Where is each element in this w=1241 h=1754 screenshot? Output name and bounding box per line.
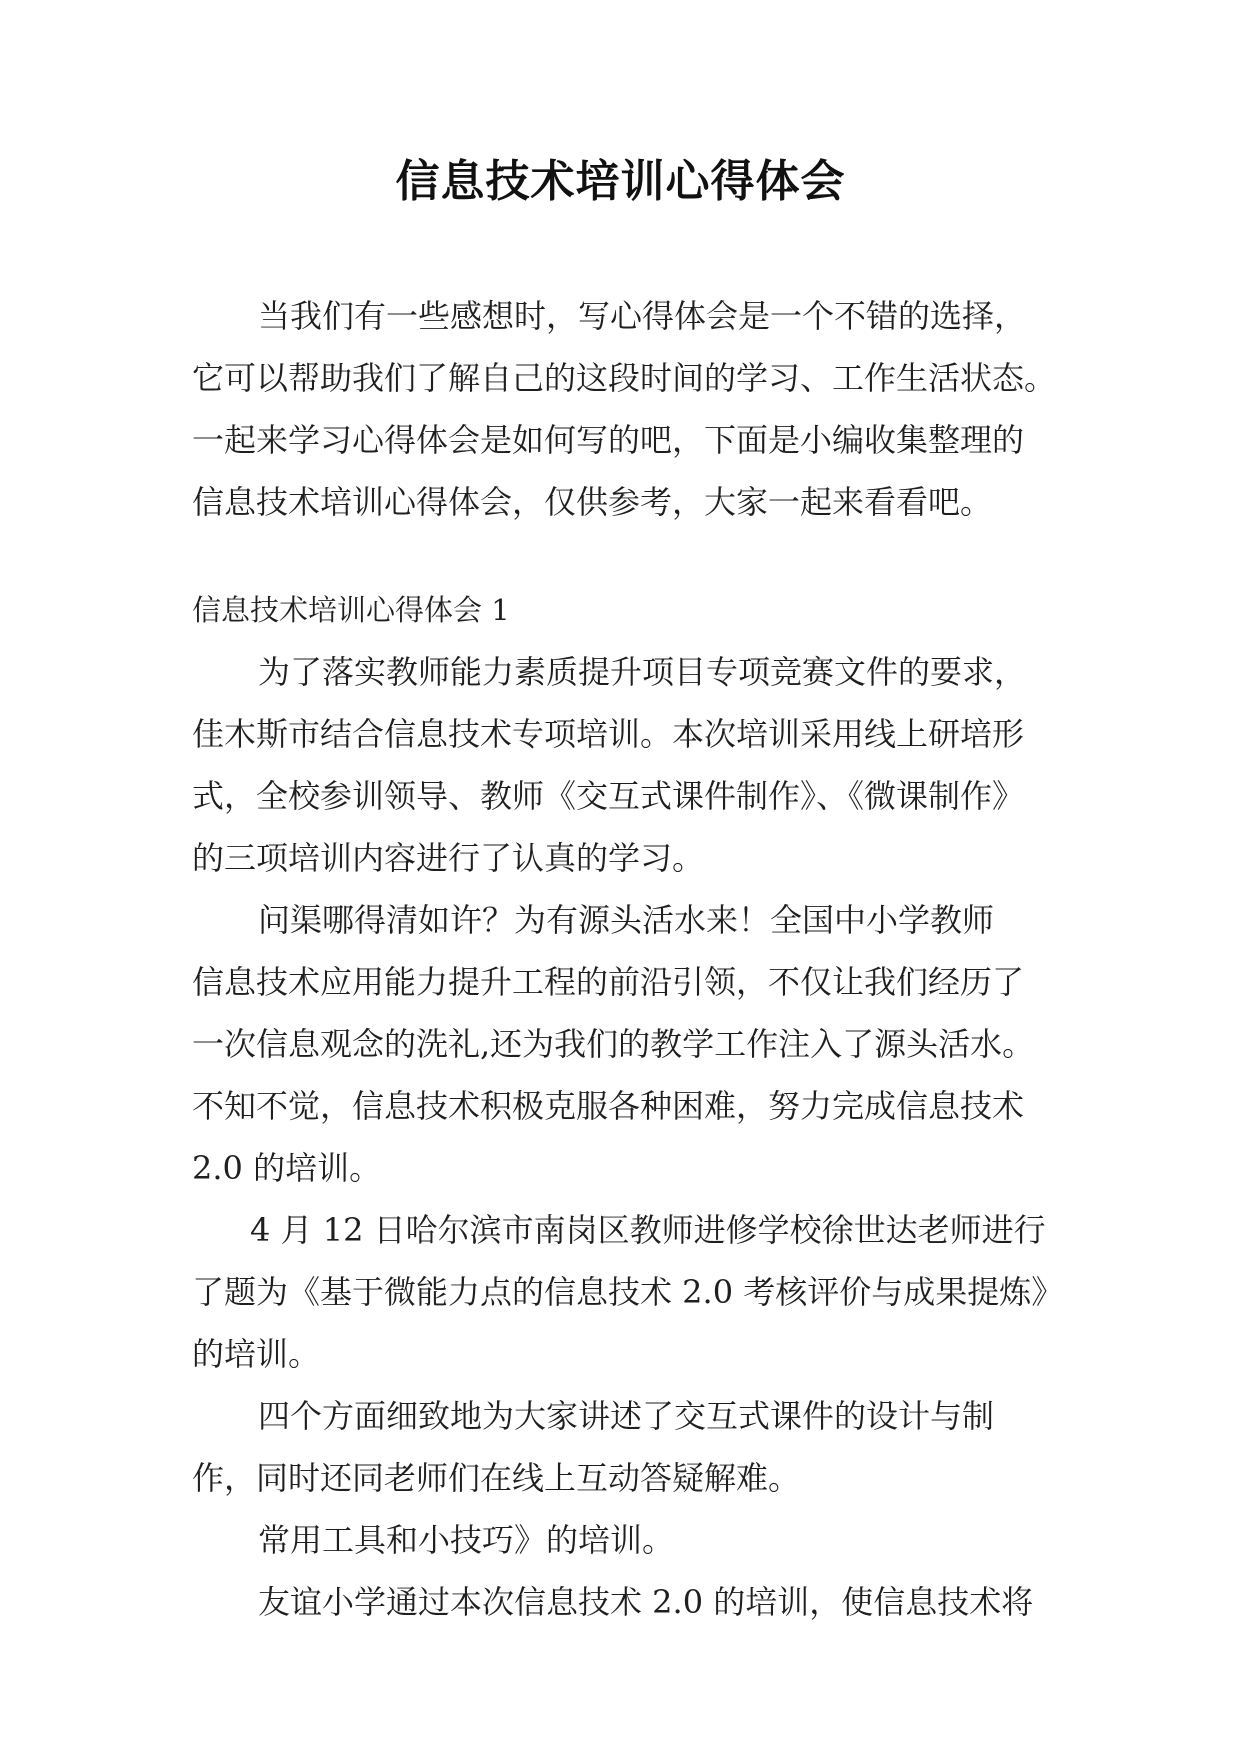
- text-line: 为了落实教师能力素质提升项目专项竞赛文件的要求，: [258, 653, 1027, 691]
- text-line: 信息技术应用能力提升工程的前沿引领，不仅让我们经历了: [192, 963, 1025, 1001]
- text-line: 2.0 的培训。: [192, 1149, 382, 1187]
- text-line: 4 月 12 日哈尔滨市南岗区教师进修学校徐世达老师进行: [250, 1211, 1046, 1249]
- text-line: 了题为《基于微能力点的信息技术 2.0 考核评价与成果提炼》: [192, 1273, 1064, 1311]
- text-line: 式，全校参训领导、教师《交互式课件制作》、《微课制作》: [192, 777, 1025, 815]
- document-body: [192, 285, 1064, 1633]
- text-line: 佳木斯市结合信息技术专项培训。本次培训采用线上研培形: [192, 715, 1025, 753]
- paragraph-5: [192, 1509, 1052, 1571]
- text-line: 问渠哪得清如许？为有源头活水来！全国中小学教师: [258, 901, 995, 939]
- text-line: 它可以帮助我们了解自己的这段时间的学习、工作生活状态。: [192, 359, 1057, 397]
- text-line: 四个方面细致地为大家讲述了交互式课件的设计与制: [258, 1397, 995, 1435]
- spacer: [192, 533, 1052, 543]
- document-title: 信息技术培训心得体会: [395, 156, 846, 207]
- text-line: 当我们有一些感想时，写心得体会是一个不错的选择，: [258, 297, 1027, 335]
- spacer: [192, 543, 1052, 579]
- text-line: 友谊小学通过本次信息技术 2.0 的培训，使信息技术将: [258, 1583, 1034, 1621]
- text-line: 一次信息观念的洗礼,还为我们的教学工作注入了源头活水。: [192, 1025, 1035, 1063]
- text-line: 常用工具和小技巧》的培训。: [258, 1521, 675, 1559]
- paragraph-6: [192, 1571, 1052, 1633]
- intro-paragraph: [192, 285, 1057, 533]
- section-heading: 信息技术培训心得体会 1: [192, 593, 510, 627]
- text-line: 不知不觉，信息技术积极克服各种困难，努力完成信息技术: [192, 1087, 1025, 1125]
- text-line: 的三项培训内容进行了认真的学习。: [192, 839, 705, 877]
- paragraph-4: [192, 1385, 1052, 1509]
- text-line: 一起来学习心得体会是如何写的吧，下面是小编收集整理的: [192, 421, 1025, 459]
- text-line: 信息技术培训心得体会，仅供参考，大家一起来看看吧。: [192, 483, 993, 521]
- text-line: 的培训。: [192, 1335, 321, 1373]
- paragraph-1: [192, 641, 1052, 889]
- paragraph-2: [192, 889, 1052, 1199]
- paragraph-3: [192, 1199, 1064, 1385]
- text-line: 作，同时还同老师们在线上互动答疑解难。: [192, 1459, 801, 1497]
